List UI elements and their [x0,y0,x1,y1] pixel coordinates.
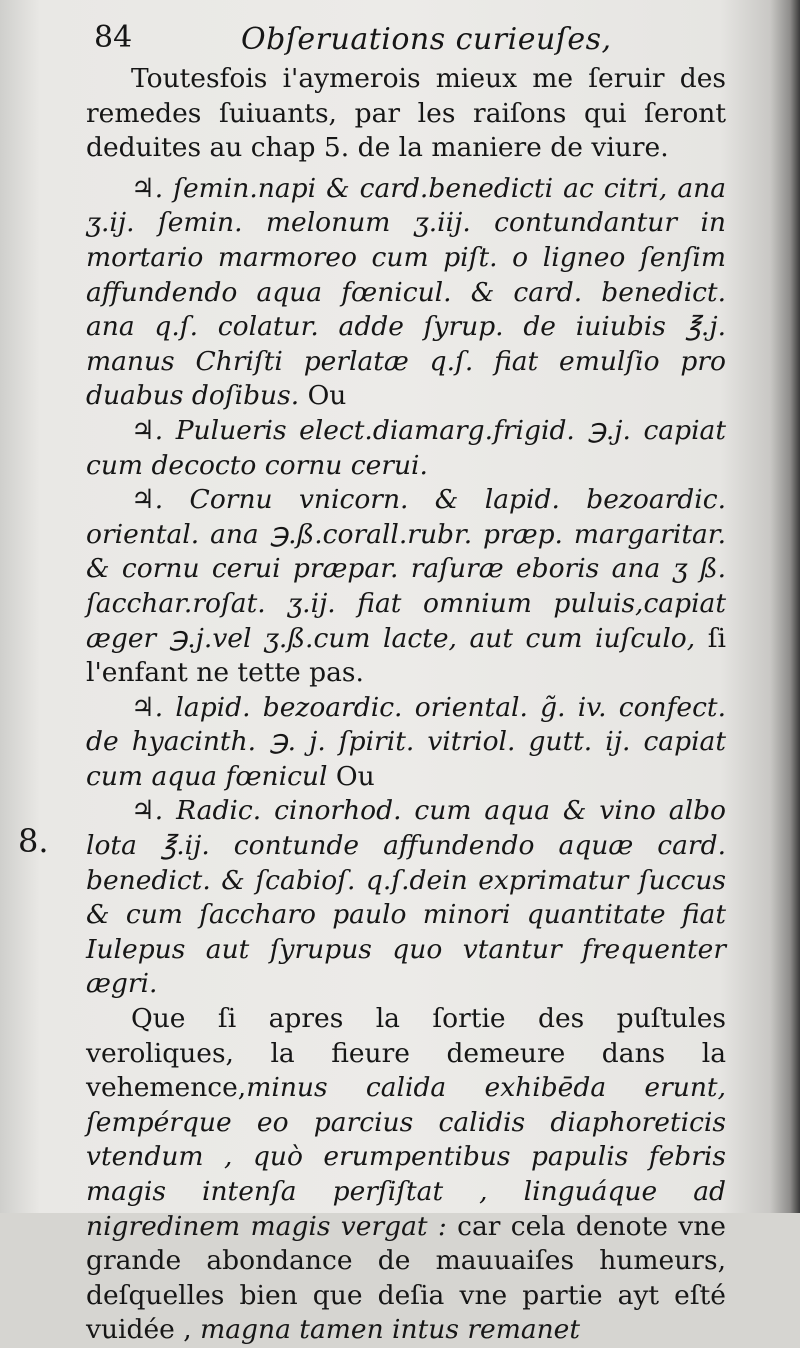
prescription-2: ♃. Pulueris elect.diamarg.frigid. ℈.j. capiat cum decocto cornu cerui. [86,414,726,481]
prescription-3 [86,483,726,691]
paragraph-2-c: car cela denote vne grande abondance de mauuaiſes humeurs, deſquelles bien que deſia vne partie ayt eſté vuidée , [86,1210,726,1346]
page-body [86,18,726,1348]
prescription-1-text: ♃. ſemin.napi & card.benedicti ac citri, ana ʒ.ij. ſemin. melonum ʒ.iij. contundantur in mortario marmoreo cum piſt. o ligneo ſenſim affundendo aqua fœnicul. & card. benedict. ana q.ſ. colatur. adde ſyrup. de iuiubis ℥.j. manus Chriſti perlatæ q.ſ. fiat emulſio pro duabus doſibus. [86,172,726,412]
prescription-5: ♃. Radic. cinorhod. cum aqua & vino albo lota ℥.ij. contunde affundendo aquæ card. benedict. & ſcabioſ. q.ſ.dein exprimatur ſuccus & cum ſaccharo paulo minori quantitate fiat Iulepus aut ſyrupus quo vtantur frequenter ægri. [86,795,726,1000]
prescription-4-or: Ou [327,760,375,792]
paragraph-2-latin: minus calida exhibēda erunt, ſempérque eo parcius calidis diaphoreticis vtendum , quò erumpentibus papulis febris magis intenſa perſiſtat , linguáque ad nigredinem magis vergat : [86,1072,726,1242]
prescription-3-end: ſi l'enfant ne tette pas. [86,622,726,689]
paragraph-2 [86,1002,726,1348]
prescription-4 [86,691,726,795]
page-header [86,18,726,62]
prescription-1 [86,172,726,414]
margin-note: 8. [18,822,49,860]
prescription-3-text: ♃. Cornu vnicorn. & lapid. bezoardic. oriental. ana ℈.ß.corall.rubr. præp. margaritar. & cornu cerui præpar. raſuræ eboris ana ʒ ß. ſacchar.roſat. ʒ.ij. fiat omnium puluis,capiat æger ℈.j.vel ʒ.ß.cum lacte, aut cum iuſculo, [86,484,726,654]
paragraph-2-a: Que ſi apres la ſortie des puſtules veroliques, la fieure demeure dans la vehemence, [86,1003,726,1104]
page-number: 84 [94,20,133,55]
paragraph-2-latin-end: magna tamen intus remanet [191,1314,581,1346]
prescription-4-text: ♃. lapid. bezoardic. oriental. g̃. iv. confect. de hyacinth. ℈. j. ſpirit. vitriol. gutt. ij. capiat cum aqua fœnicul [86,691,726,792]
intro-paragraph: Toutesfois i'aymerois mieux me ſeruir des remedes ſuiuants, par les raiſons qui ſeront deduites au chap 5. de la maniere de viure. [86,63,726,164]
prescription-1-or: Ou [299,380,347,412]
running-title: Obſeruations curieuſes, [241,22,612,57]
